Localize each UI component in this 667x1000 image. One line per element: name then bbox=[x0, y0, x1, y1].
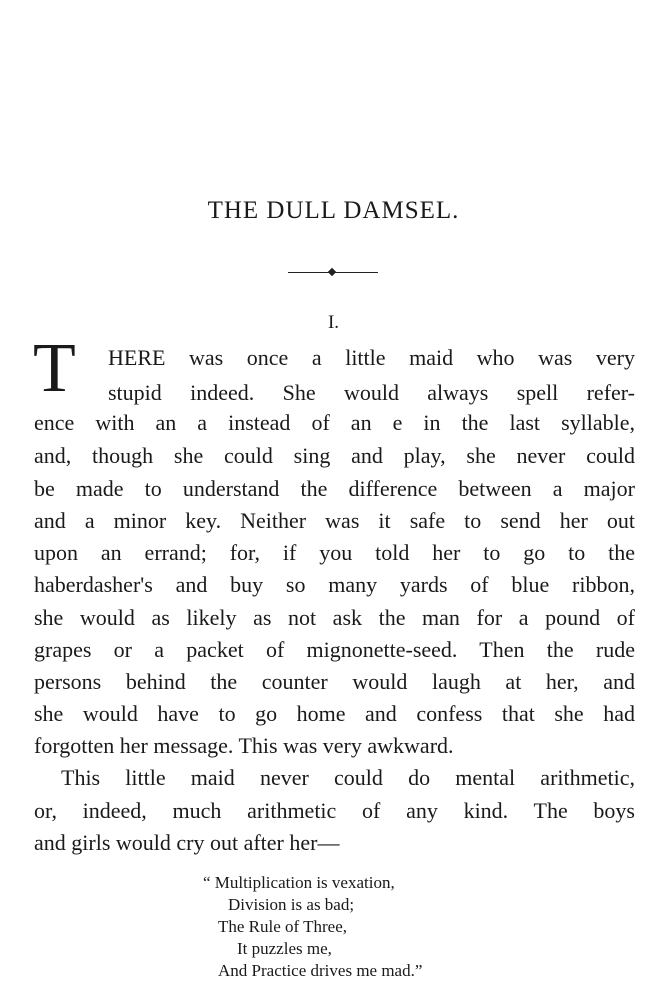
poem-line: And Practice drives me mad.” bbox=[218, 961, 423, 980]
text-line: and a minor key. Neither was it safe to send her out bbox=[34, 508, 635, 533]
text-line: she would as likely as not ask the man for a pound of bbox=[34, 605, 635, 630]
text-line: be made to understand the difference between a major bbox=[34, 476, 635, 501]
poem-line: It puzzles me, bbox=[237, 939, 332, 958]
text-line: forgotten her message. This was very awkward. bbox=[34, 733, 454, 758]
poem-line: The Rule of Three, bbox=[218, 917, 348, 936]
text-line: stupid indeed. She would always spell refer- bbox=[108, 380, 635, 405]
text-line: or, indeed, much arithmetic of any kind. The boys bbox=[34, 798, 635, 823]
text-line: upon an errand; for, if you told her to go to the bbox=[34, 540, 635, 565]
poem-line: Division is as bad; bbox=[228, 895, 355, 914]
text-line: she would have to go home and confess that she had bbox=[34, 701, 635, 726]
text-line: haberdasher's and buy so many yards of blue ribbon, bbox=[34, 572, 635, 597]
story-title: THE DULL DAMSEL. bbox=[207, 197, 460, 224]
text-line: and, though she could sing and play, she never could bbox=[34, 443, 635, 468]
text-line: ence with an a instead of an e in the last syllable, bbox=[34, 410, 635, 435]
poem-line: “ Multiplication is vexation, bbox=[203, 873, 395, 892]
rule-diamond-ornament bbox=[328, 268, 336, 276]
text-line: grapes or a packet of mignonette-seed. Then the rude bbox=[34, 637, 635, 662]
text-line: This little maid never could do mental arithmetic, bbox=[61, 765, 635, 790]
text-line: persons behind the counter would laugh at her, and bbox=[34, 669, 635, 694]
text-line: HERE was once a little maid who was very bbox=[108, 345, 635, 370]
text-line: and girls would cry out after her— bbox=[34, 830, 340, 855]
drop-cap: T bbox=[33, 330, 76, 407]
chapter-number: I. bbox=[327, 312, 340, 333]
